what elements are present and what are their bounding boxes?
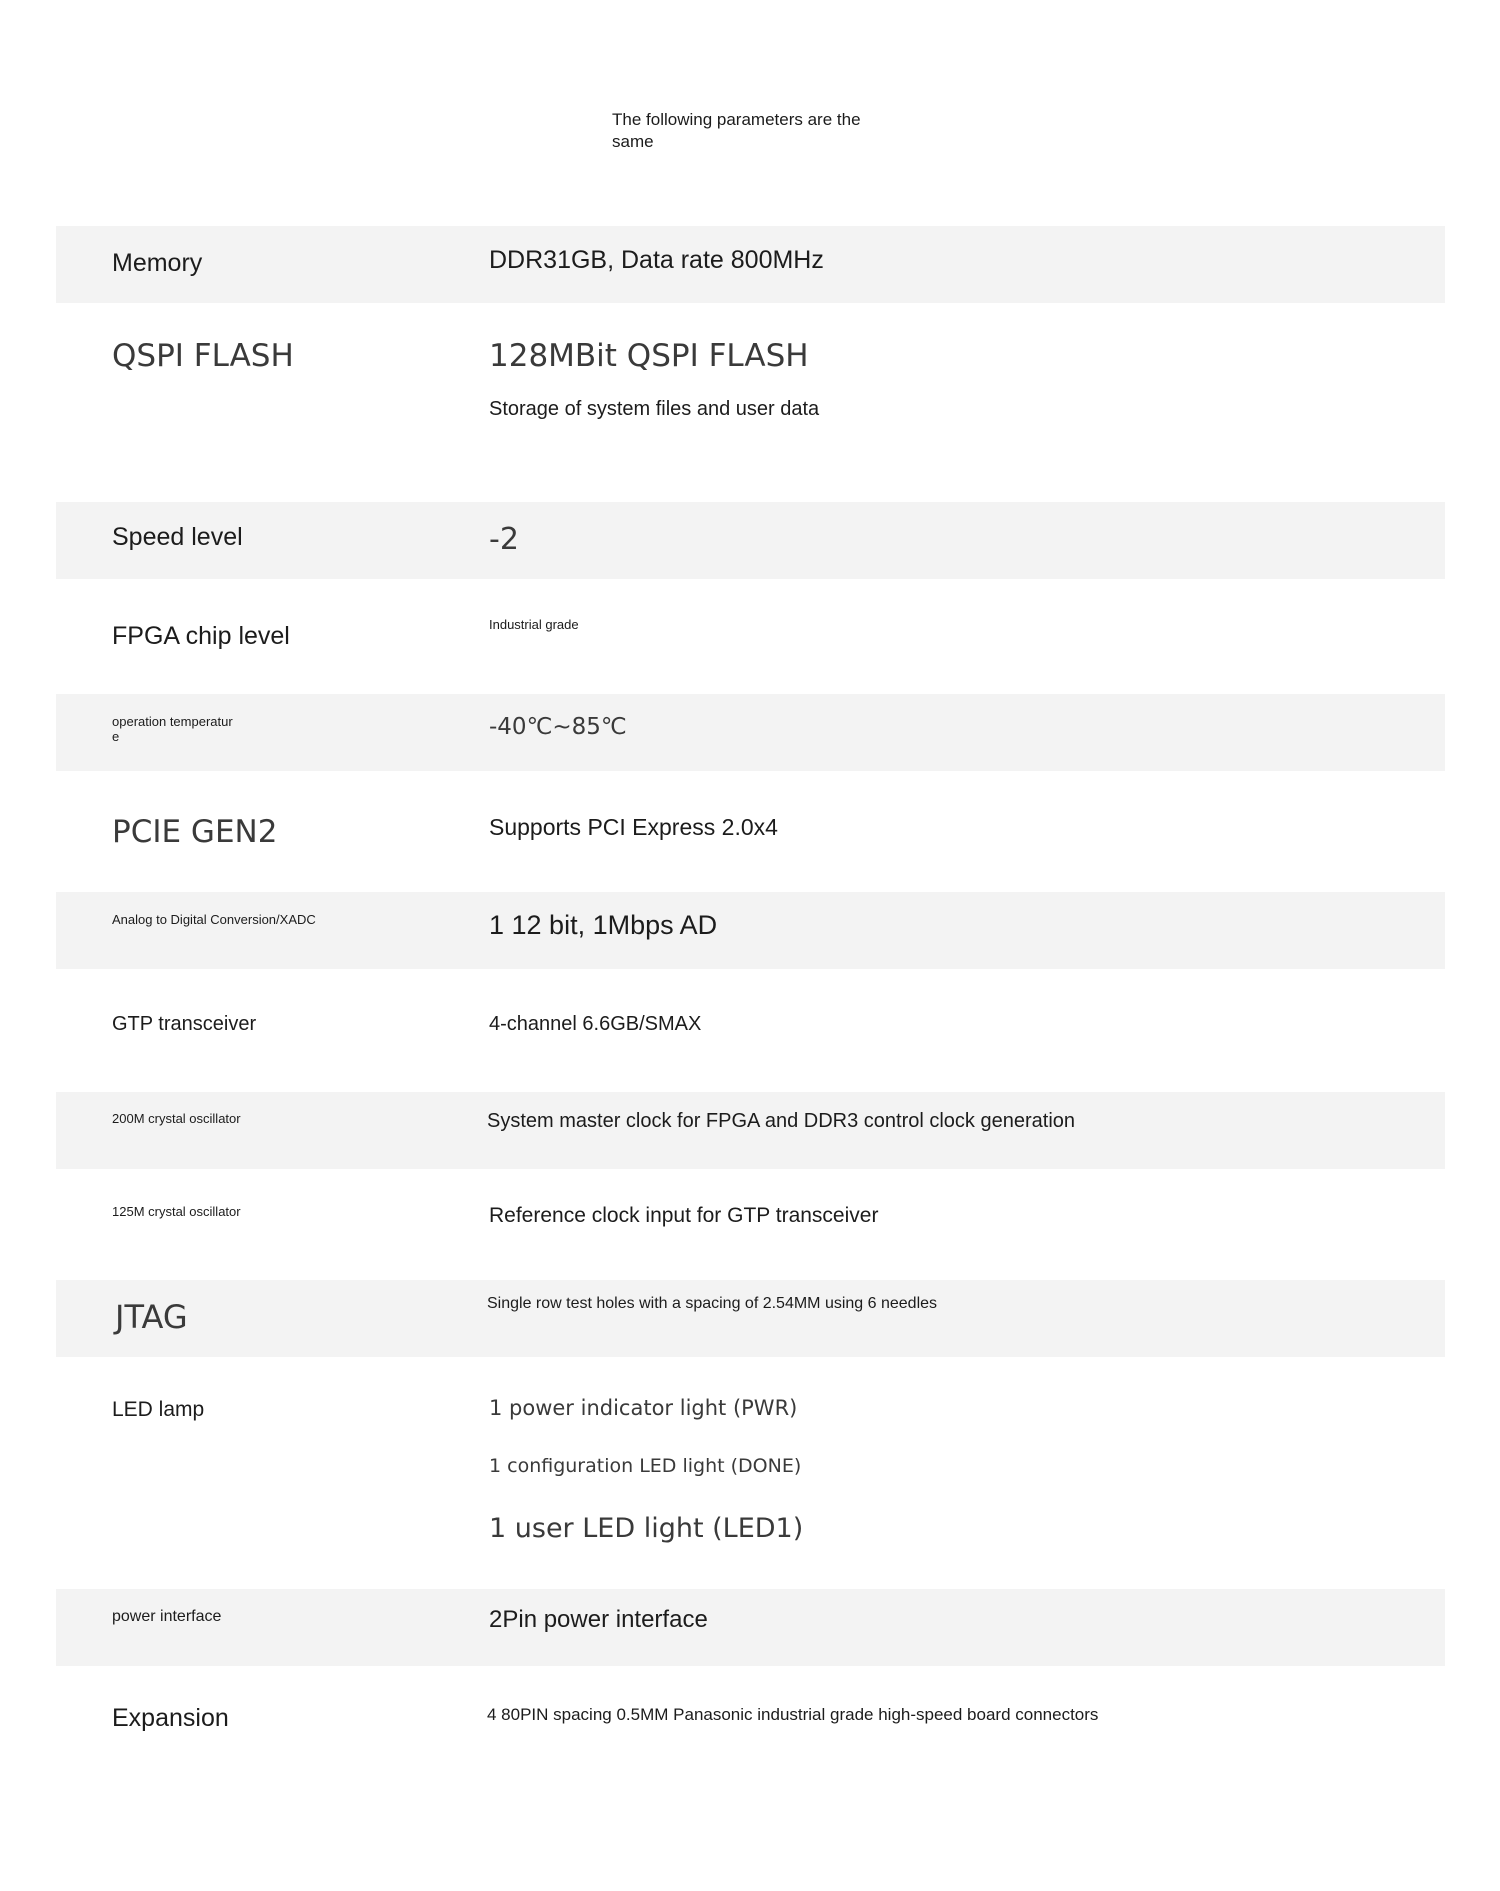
spec-value-pwr: 1 power indicator light (PWR) [489,1396,798,1420]
spec-label: Speed level [112,523,243,551]
spec-value: DDR31GB, Data rate 800MHz [489,246,824,274]
spec-value-secondary: Storage of system files and user data [489,398,820,420]
spec-value: 128MBit QSPI FLASH [489,338,809,374]
spec-row-qspi-flash [56,303,1445,502]
spec-value: 2Pin power interface [489,1606,708,1633]
spec-row-operation-temperature [56,694,1445,771]
spec-label: FPGA chip level [112,622,290,650]
spec-row-speed-level [56,502,1445,579]
spec-value: 4-channel 6.6GB/SMAX [489,1013,702,1035]
spec-label: Memory [112,249,203,277]
spec-label: LED lamp [112,1398,205,1421]
spec-row-memory [56,226,1445,303]
spec-value: Single row test holes with a spacing of 2.54MM using 6 needles [487,1295,938,1312]
section-heading: The following parameters are the same [612,110,861,151]
spec-label: power interface [112,1608,222,1625]
spec-value-done: 1 configuration LED light (DONE) [489,1455,802,1477]
spec-value: 4 80PIN spacing 0.5MM Panasonic industrial grade high-speed board connectors [487,1705,1099,1724]
spec-value: -40℃~85℃ [489,714,627,740]
spec-label: PCIE GEN2 [112,814,278,850]
spec-row-pcie-gen2 [56,771,1445,892]
spec-label: 200M crystal oscillator [112,1111,241,1126]
spec-label: GTP transceiver [112,1013,257,1035]
spec-row-led-lamp [56,1357,1445,1589]
spec-label: Analog to Digital Conversion/XADC [112,912,316,927]
spec-label: 125M crystal oscillator [112,1204,241,1219]
spec-row-crystal-200m [56,1092,1445,1169]
spec-label: operation temperatur e [112,714,233,744]
spec-value: System master clock for FPGA and DDR3 control clock generation [487,1110,1076,1132]
spec-label: JTAG [115,1298,188,1336]
spec-row-xadc [56,892,1445,969]
spec-row-crystal-125m [56,1169,1445,1280]
spec-value-led1: 1 user LED light (LED1) [489,1513,804,1544]
spec-row-gtp-transceiver [56,969,1445,1092]
spec-row-jtag [56,1280,1445,1357]
spec-value: 1 12 bit, 1Mbps AD [489,910,718,940]
spec-value: Industrial grade [489,617,579,632]
spec-row-expansion [56,1666,1445,1776]
spec-row-power-interface [56,1589,1445,1666]
spec-value: -2 [489,522,519,557]
spec-label: Expansion [112,1704,229,1732]
spec-label: QSPI FLASH [112,338,294,374]
spec-value: Reference clock input for GTP transceiver [489,1204,879,1227]
spec-value: Supports PCI Express 2.0x4 [489,814,778,840]
spec-row-fpga-chip-level [56,579,1445,694]
